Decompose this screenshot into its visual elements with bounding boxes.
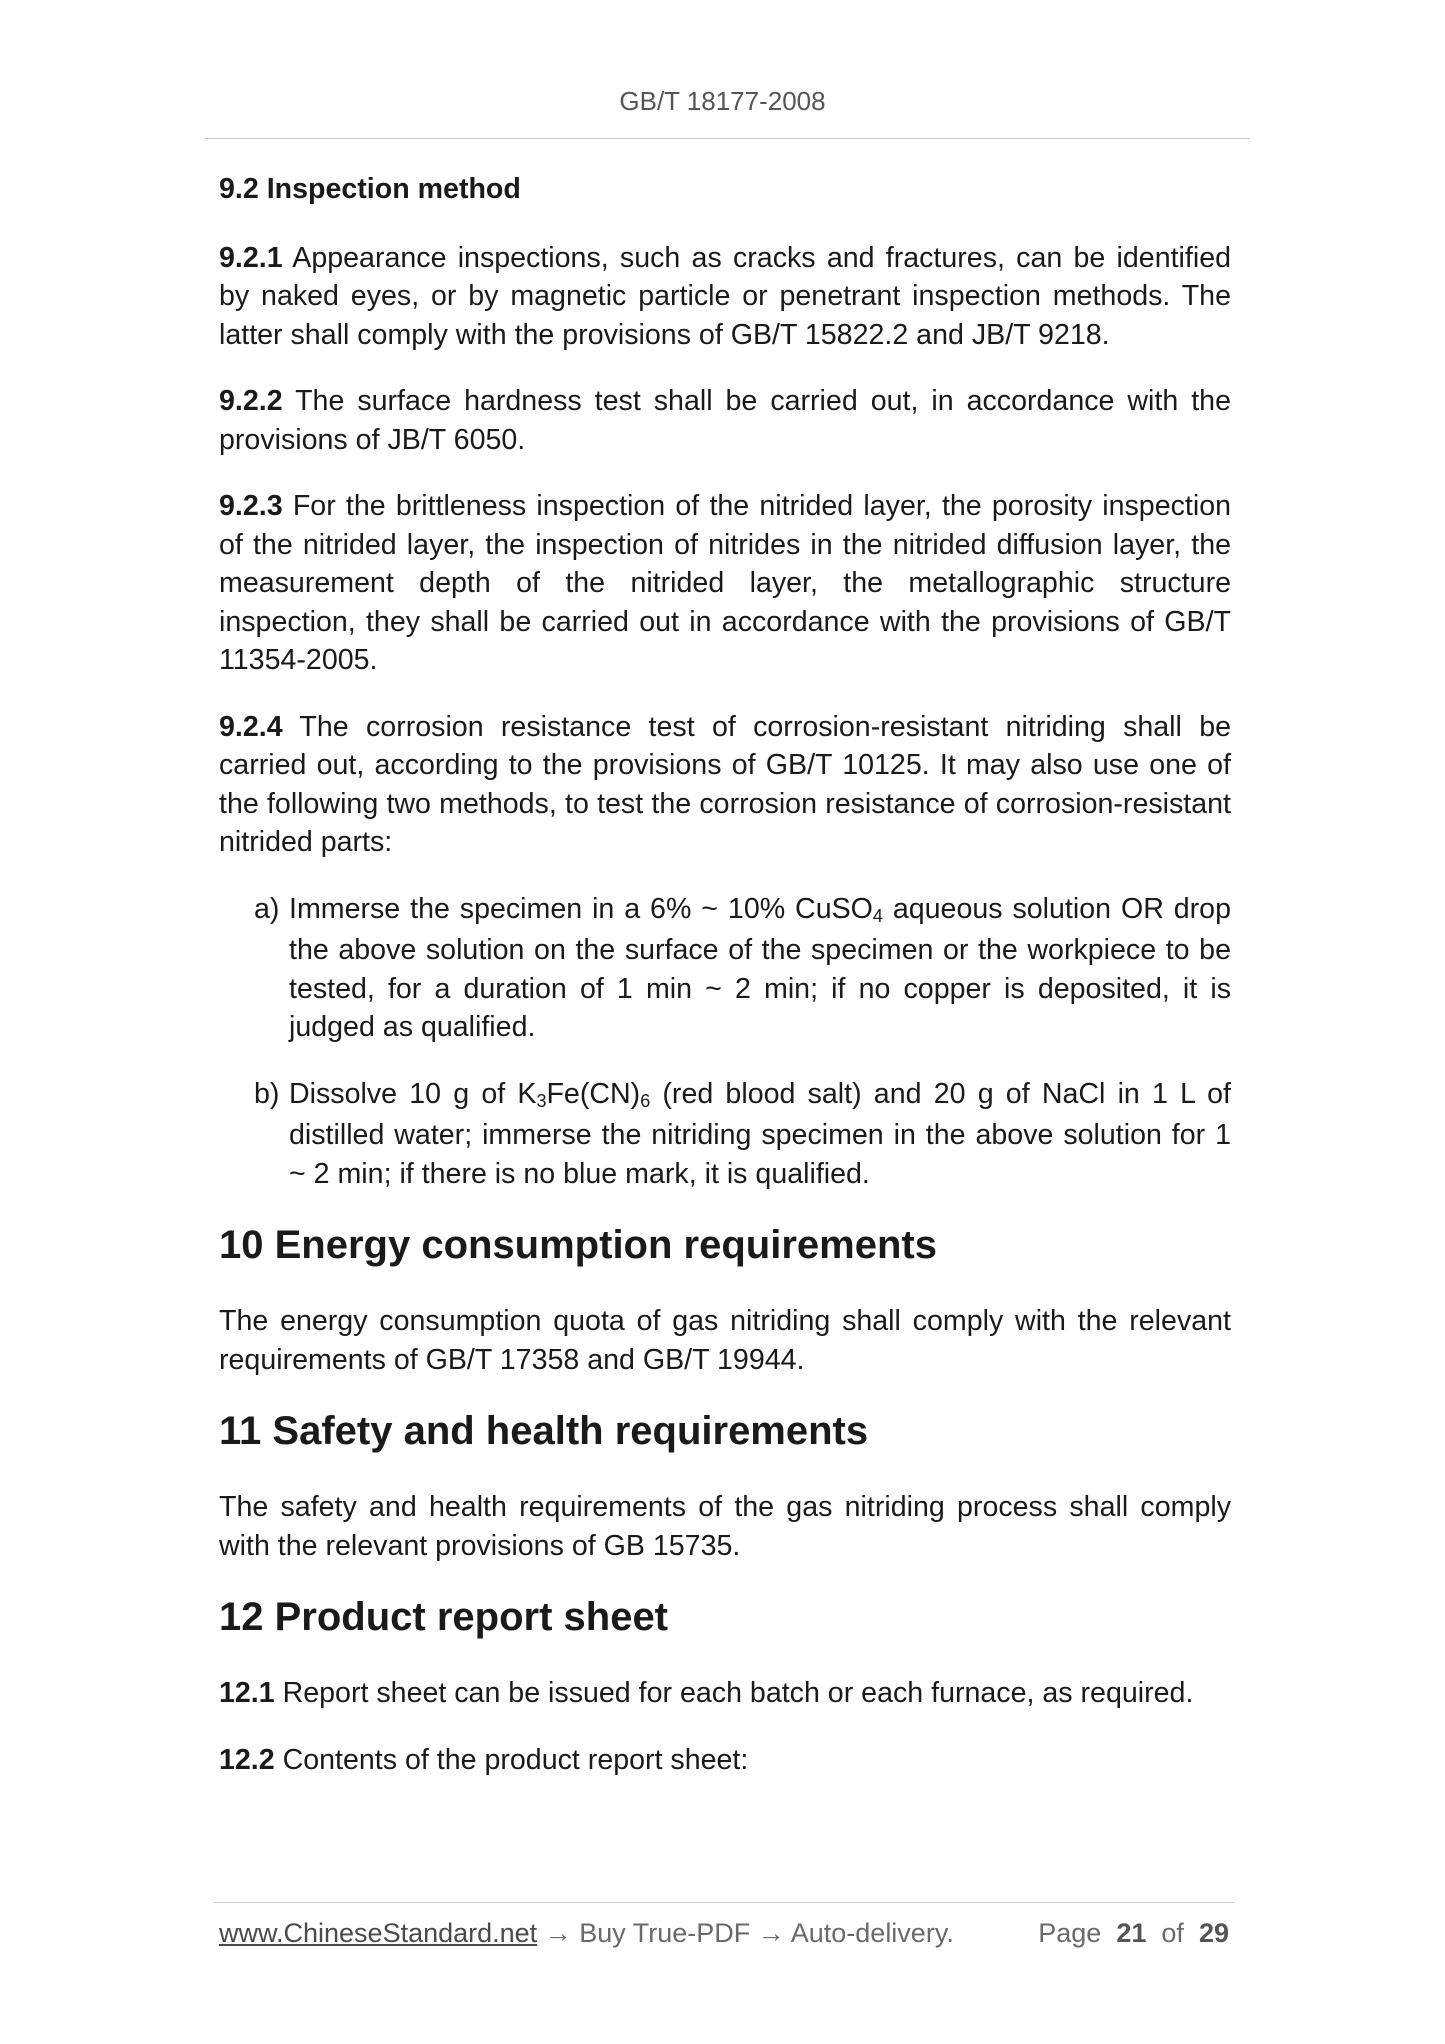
clause-number: 12.2 — [219, 1743, 275, 1776]
clause-text: For the brittleness inspection of the nitrided layer, the porosity inspection of the nitrided layer, the inspection of nitrides in the nitrided diffusion layer, the measurement depth of the nitrided layer, the metallographic structure inspection, they shall be carried out in accordance with the provisions of GB/T 11354-2005. — [219, 490, 1231, 676]
clause-text: Contents of the product report sheet: — [274, 1743, 749, 1776]
clause-9-2-4 — [219, 708, 1231, 862]
section-11-text: The safety and health requirements of the gas nitriding process shall comply with the relevant provisions of GB 15735. — [219, 1491, 1231, 1562]
of-label: of — [1161, 1918, 1184, 1948]
list-item-a — [219, 890, 1231, 1047]
footer-promo-text: → Buy True-PDF → Auto-delivery. — [537, 1918, 954, 1948]
list-text: Dissolve 10 g of K — [289, 1077, 537, 1110]
section-12-heading: 12 Product report sheet — [219, 1595, 669, 1639]
page-label: Page — [1038, 1918, 1102, 1948]
list-text: Immerse the specimen in a 6% ~ 10% CuSO — [289, 892, 873, 925]
footer-divider — [214, 1902, 1234, 1903]
list-item-b — [219, 1075, 1231, 1194]
clause-text: Appearance inspections, such as cracks and fractures, can be identified by naked eyes, or by magnetic particle or penetrant inspection methods. The latter shall comply with the provisions of GB/T 15822.2 and JB/T 9218. — [219, 241, 1231, 351]
list-marker: a) — [254, 892, 280, 925]
section-11-heading: 11 Safety and health requirements — [219, 1409, 869, 1453]
page-indicator — [1038, 1918, 1229, 1949]
clause-number: 9.2.1 — [219, 241, 283, 274]
section-10-heading: 10 Energy consumption requirements — [219, 1223, 937, 1267]
list-text: Fe(CN) — [546, 1077, 641, 1110]
clause-9-2-1 — [219, 239, 1231, 355]
section-9-2-title: 9.2 Inspection method — [219, 173, 521, 205]
page-total: 29 — [1198, 1918, 1229, 1948]
document-code-header: GB/T 18177-2008 — [619, 86, 826, 116]
section-10-text: The energy consumption quota of gas nitriding shall comply with the relevant requirements of GB/T 17358 and GB/T 19944. — [219, 1305, 1231, 1376]
page-footer — [219, 1918, 1229, 1949]
subscript: 6 — [640, 1090, 651, 1111]
header-divider — [205, 138, 1250, 139]
subscript: 4 — [872, 905, 883, 926]
page-number: 21 — [1116, 1918, 1147, 1948]
subscript: 3 — [536, 1090, 547, 1111]
clause-12-2 — [219, 1741, 1231, 1780]
list-marker: b) — [254, 1077, 280, 1110]
clause-12-1 — [219, 1674, 1231, 1713]
clause-number: 9.2.3 — [219, 490, 283, 522]
clause-9-2-2 — [219, 382, 1231, 459]
clause-text: Report sheet can be issued for each batch or each furnace, as required. — [274, 1677, 1194, 1709]
clause-number: 9.2.4 — [219, 710, 283, 743]
list-text: aqueous solution OR drop the above solution on the surface of the specimen or the workpiece to be tested, for a duration of 1 min ~ 2 min; if no copper is deposited, it is judged as qualified. — [289, 892, 1231, 1043]
clause-number: 12.1 — [219, 1677, 275, 1709]
website-link[interactable]: www.ChineseStandard.net — [219, 1918, 538, 1948]
list-text: (red blood salt) and 20 g of NaCl in 1 L of distilled water; immerse the nitriding specimen in the above solution for 1 ~ 2 min; if there is no blue mark, it is qualified. — [289, 1077, 1231, 1190]
document-body — [219, 170, 1231, 1807]
clause-9-2-3 — [219, 487, 1231, 680]
clause-text: The surface hardness test shall be carried out, in accordance with the provisions of JB/T 6050. — [219, 385, 1231, 456]
clause-number: 9.2.2 — [219, 385, 283, 417]
clause-text: The corrosion resistance test of corrosion-resistant nitriding shall be carried out, according to the provisions of GB/T 10125. It may also use one of the following two methods, to test the corrosion resistance of corrosion-resistant nitrided parts: — [219, 710, 1231, 858]
